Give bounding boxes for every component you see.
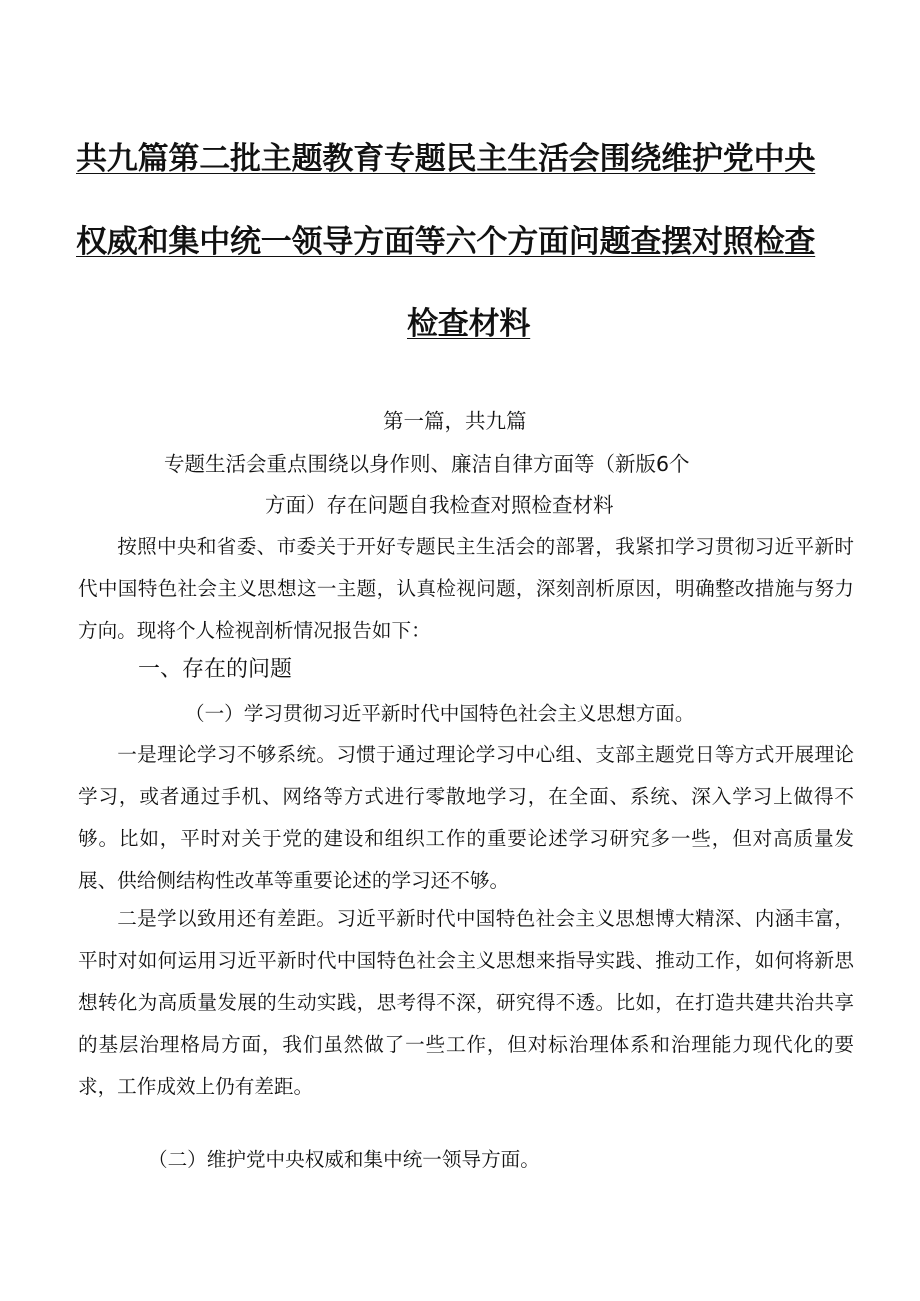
document-title-line-3: 检查材料 [407, 306, 531, 342]
heading-existing-problems: 一、存在的问题 [138, 657, 293, 682]
section-title: 第一篇，共九篇 [383, 409, 527, 433]
intro-paragraph: 按照中央和省委、市委关于开好专题民主生活会的部署，我紧扣学习贯彻习近平新时代中国特色社会主义思想这一主题，认真检视问题，深刻剖析原因，明确整改措施与努力方向。现将个人检视剖析情况报告如下： [78, 535, 854, 642]
document-title-line-2: 权威和集中统一领导方面等六个方面问题查摆对照检查 [76, 224, 816, 260]
subheading-authority: （二）维护党中央权威和集中统一领导方面。 [148, 1148, 540, 1171]
subtitle-line-2: 方面）存在问题自我检查对照检查材料 [265, 493, 614, 517]
body-paragraph-2: 二是学以致用还有差距。习近平新时代中国特色社会主义思想博大精深、内涵丰富，平时对如何运用习近平新时代中国特色社会主义思想来指导实践、推动工作，如何将新思想转化为高质量发展的生动实践，思考得不深，研究得不透。比如，在打造共建共治共享的基层治理格局方面，我们虽然做了一些工作，但对标治理体系和治理能力现代化的要求，工作成效上仍有差距。 [78, 907, 854, 1098]
document-title-line-1: 共九篇第二批主题教育专题民主生活会围绕维护党中央 [76, 141, 816, 177]
subheading-study: （一）学习贯彻习近平新时代中国特色社会主义思想方面。 [185, 702, 695, 725]
subtitle-line-1: 专题生活会重点围绕以身作则、廉洁自律方面等（新版6个 [164, 452, 690, 476]
body-paragraph-1: 一是理论学习不够系统。习惯于通过理论学习中心组、支部主题党日等方式开展理论学习，或者通过手机、网络等方式进行零散地学习，在全面、系统、深入学习上做得不够。比如，平时对关于党的建设和组织工作的重要论述学习研究多一些，但对高质量发展、供给侧结构性改革等重要论述的学习还不够。 [78, 743, 854, 892]
